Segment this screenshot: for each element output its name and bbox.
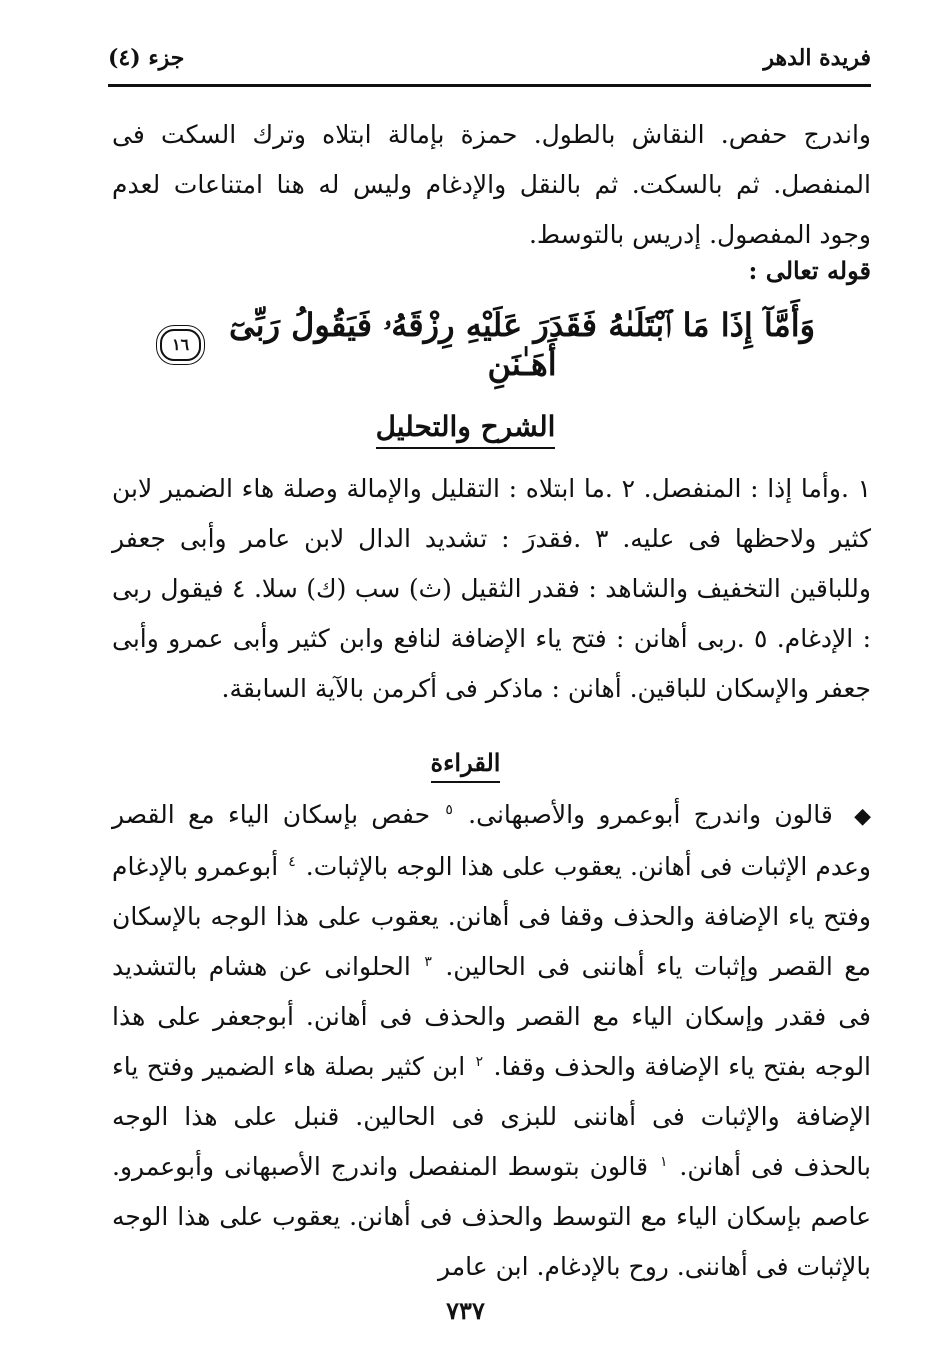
footnote-marker: ٣ [424, 953, 432, 970]
footnote-marker: ٤ [288, 853, 296, 870]
ayah-number-marker: ١٦ [160, 329, 201, 361]
qiraa-seg-8: ابن كثير بصلة هاء الضمير وفتح ياء الإضافة والإثبات فى أهاننى للبزى فى الحالين. قنبل على هذا الوجه بالحذف فى أهانن. [112, 1052, 872, 1181]
intro-paragraph: واندرج حفص. النقاش بالطول. حمزة بإمالة ابتلاه وترك السكت فى المنفصل. ثم بالسكت. ثم بالنقل والإدغام وليس له هنا امتناعات لعدم وجود المفصول. إدريس بالتوسط. [112, 120, 871, 249]
qiraa-seg-4: أبوعمرو بالإدغام وفتح ياء الإضافة والحذف وقفا فى أهانن. يعقوب على هذا الوجه بالإسكان مع القصر وإثبات ياء أهاننى فى الحالين. [112, 852, 871, 981]
part-number: جزء (٤) [108, 45, 185, 71]
sharh-heading-wrapper [0, 410, 931, 449]
diamond-icon: ◆ [854, 804, 872, 829]
header-divider [108, 84, 871, 87]
verse-text: وَأَمَّآ إِذَا مَا ٱبْتَلَىٰهُ فَقَدَرَ عَلَيْهِ رِزْقَهُۥ فَيَقُولُ رَبِّىٓ أَهَـٰنَنِ [228, 306, 816, 383]
qiraa-heading-wrapper [0, 748, 931, 783]
sharh-paragraph: ١ .وأما إذا : المنفصل. ٢ .ما ابتلاه : التقليل والإمالة وصلة هاء الضمير لابن كثير ولاحظها فى عليه. ٣ .فقدرَ : تشديد الدال لابن عامر وأبى جعفر وللباقين التخفيف والشاهد : فقدر الثقيل (ث) سب (ك) سلا. ٤ فيقول ربى : الإدغام. ٥ .ربى أهانن : فتح ياء الإضافة لنافع وابن كثير وأبى عمرو وأبى جعفر والإسكان للباقين. أهانن : ماذكر فى أكرمن بالآية السابقة. [112, 474, 872, 703]
qiraa-seg-2: حفص بإسكان الياء مع القصر وعدم الإثبات فى أهانن. يعقوب على هذا الوجه بالإثبات. [112, 800, 871, 881]
book-title: فريدة الدهر [763, 45, 871, 71]
qiraa-paragraph [112, 790, 871, 1292]
verse-intro: قوله تعالى : [748, 256, 871, 285]
footnote-marker: ٢ [475, 1053, 484, 1070]
qiraa-seg-10: قالون بتوسط المنفصل واندرج الأصبهانى وأبوعمرو. عاصم بإسكان الياء مع التوسط والحذف فى أهانن. يعقوب على هذا الوجه بالإثبات فى أهاننى. روح بالإدغام. ابن عامر [112, 1152, 871, 1281]
footnote-marker: ١ [659, 1153, 668, 1170]
qiraa-seg-6: الحلوانى عن هشام بالتشديد فى فقدر وإسكان الياء مع القصر والحذف فى أهانن. أبوجعفر على هذا الوجه بفتح ياء الإضافة والحذف وقفا. [112, 952, 872, 1081]
sharh-heading: الشرح والتحليل [376, 410, 556, 449]
page-number: ٧٣٧ [446, 1296, 485, 1325]
qiraa-heading: القراءة [431, 748, 501, 783]
footnote-marker: ٥ [445, 801, 453, 818]
quran-verse [160, 306, 831, 383]
qiraa-seg-0: قالون واندرج أبوعمرو والأصبهانى. [468, 800, 833, 829]
page-header [108, 38, 871, 78]
